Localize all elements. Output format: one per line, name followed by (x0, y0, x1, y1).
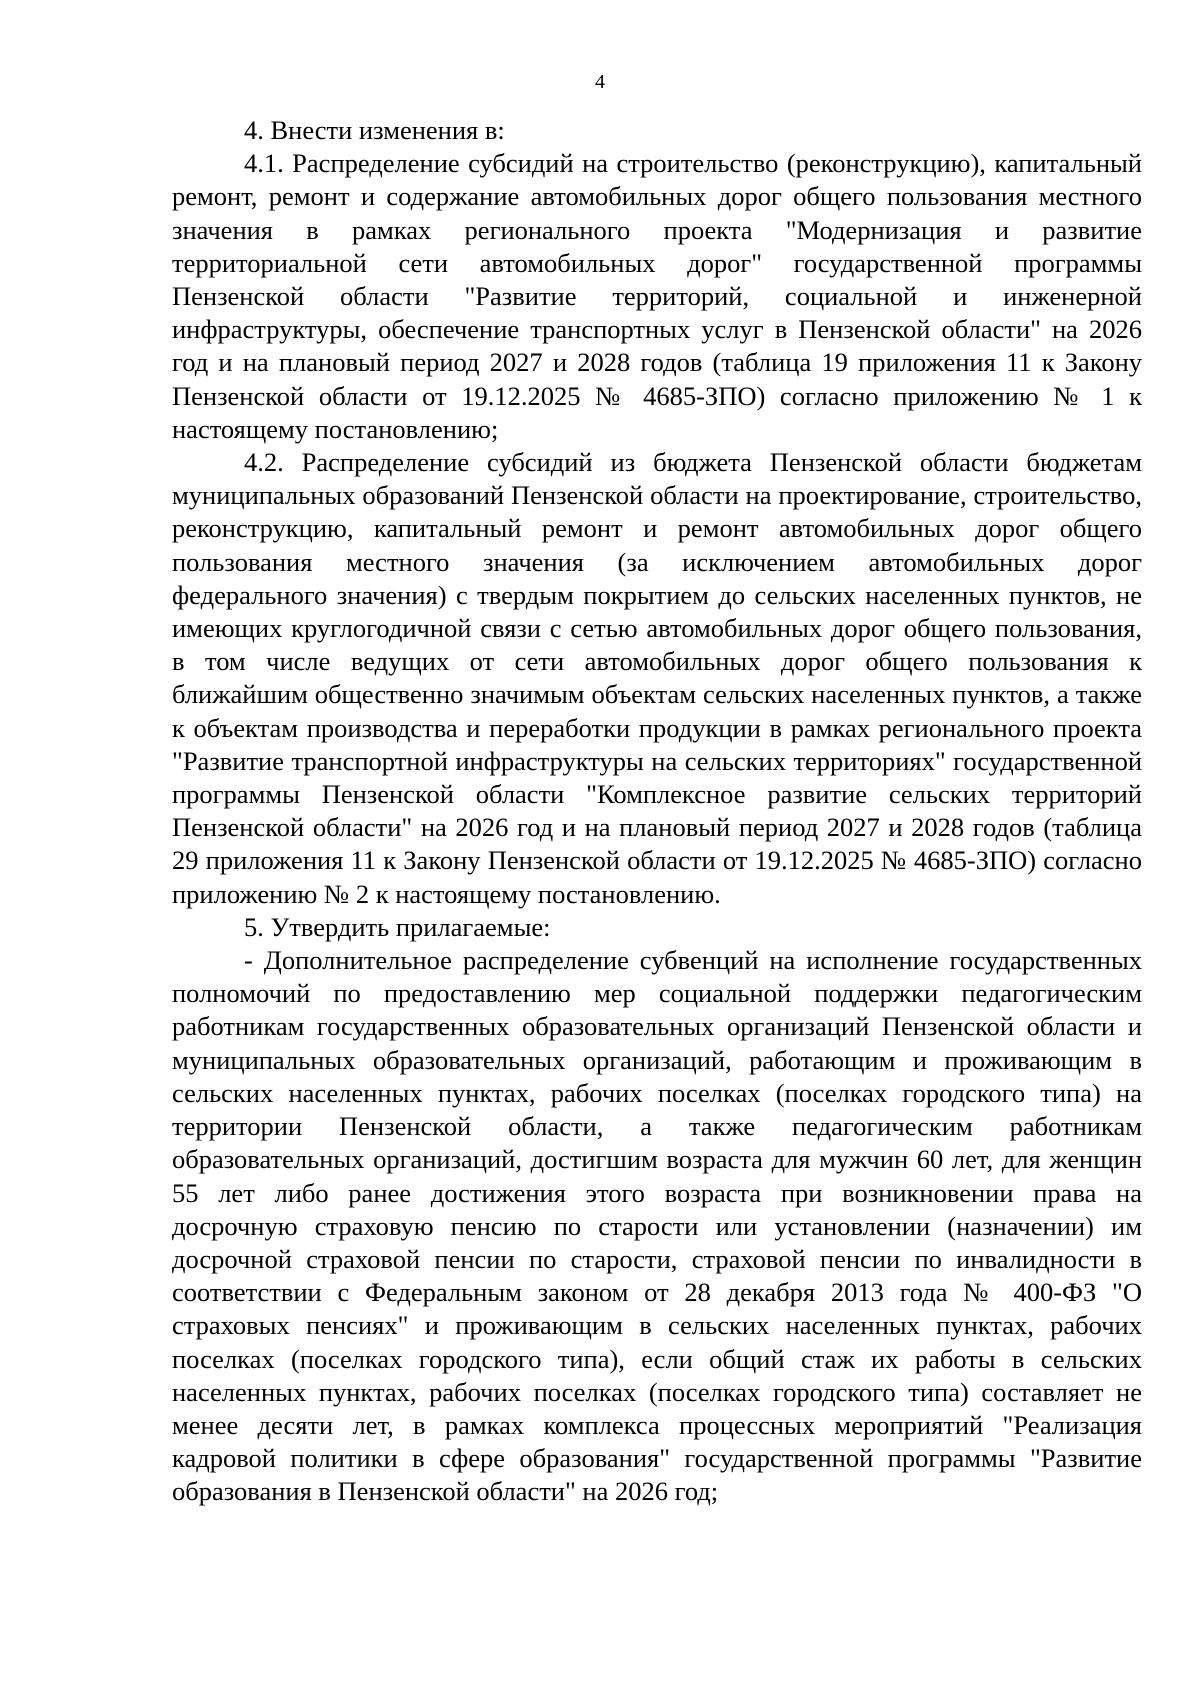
document-body (172, 114, 1142, 1509)
paragraph-item-5: 5. Утвердить прилагаемые: (244, 911, 551, 942)
paragraph-item-5-list-entry: - Дополнительное распределение субвенций на исполнение государственных полномочий по предоставлению мер социальной поддержки педагогическим работникам государственных образовательных организаций Пензенской области и муниципальных образовательных организаций, работающим и проживающим в сельских населенных пунктах, рабочих поселках (поселках городского типа) на территории Пензенской области, а также педагогическим работникам образовательных организаций, достигшим возраста для мужчин 60 лет, для женщин 55 лет либо ранее достижения этого возраста при возникновении права на досрочную страховую пенсию по старости или установлении (назначении) им досрочной страховой пенсии по старости, страховой пенсии по инвалидности в соответствии с Федеральным законом от 28 декабря 2013 года № 400-ФЗ "О страховых пенсиях" и проживающим в сельских населенных пунктах, рабочих поселках (поселках городского типа), если общий стаж их работы в сельских населенных пунктах, рабочих поселках (поселках городского типа) составляет не менее десяти лет, в рамках комплекса процессных мероприятий "Реализация кадровой политики в сфере образования" государственной программы "Развитие образования в Пензенской области" на 2026 год; (172, 945, 1142, 1507)
page-number: 4 (595, 71, 605, 93)
paragraph-item-4: 4. Внести изменения в: (244, 115, 505, 145)
paragraph-item-4-1: 4.1. Распределение субсидий на строительство (реконструкцию), капитальный ремонт, ремонт и содержание автомобильных дорог общего пользования местного значения в рамках регионального проекта "Модернизация и развитие территориальной сети автомобильных дорог" государственной программы Пензенской области "Развитие территорий, социальной и инженерной инфраструктуры, обеспечение транспортных услуг в Пензенской области" на 2026 год и на плановый период 2027 и 2028 годов (таблица 19 приложения 11 к Закону Пензенской области от 19.12.2025 № 4685-ЗПО) согласно приложению № 1 к настоящему постановлению; (172, 148, 1142, 444)
paragraph-item-4-2: 4.2. Распределение субсидий из бюджета Пензенской области бюджетам муниципальных образований Пензенской области на проектирование, строительство, реконструкцию, капитальный ремонт и ремонт автомобильных дорог общего пользования местного значения (за исключением автомобильных дорог федерального значения) с твердым покрытием до сельских населенных пунктов, не имеющих круглогодичной связи с сетью автомобильных дорог общего пользования, в том числе ведущих от сети автомобильных дорог общего пользования к ближайшим общественно значимым объектам сельских населенных пунктов, а также к объектам производства и переработки продукции в рамках регионального проекта "Развитие транспортной инфраструктуры на сельских территориях" государственной программы Пензенской области "Комплексное развитие сельских территорий Пензенской области" на 2026 год и на плановый период 2027 и 2028 годов (таблица 29 приложения 11 к Закону Пензенской области от 19.12.2025 № 4685-ЗПО) согласно приложению № 2 к настоящему постановлению. (172, 447, 1142, 909)
